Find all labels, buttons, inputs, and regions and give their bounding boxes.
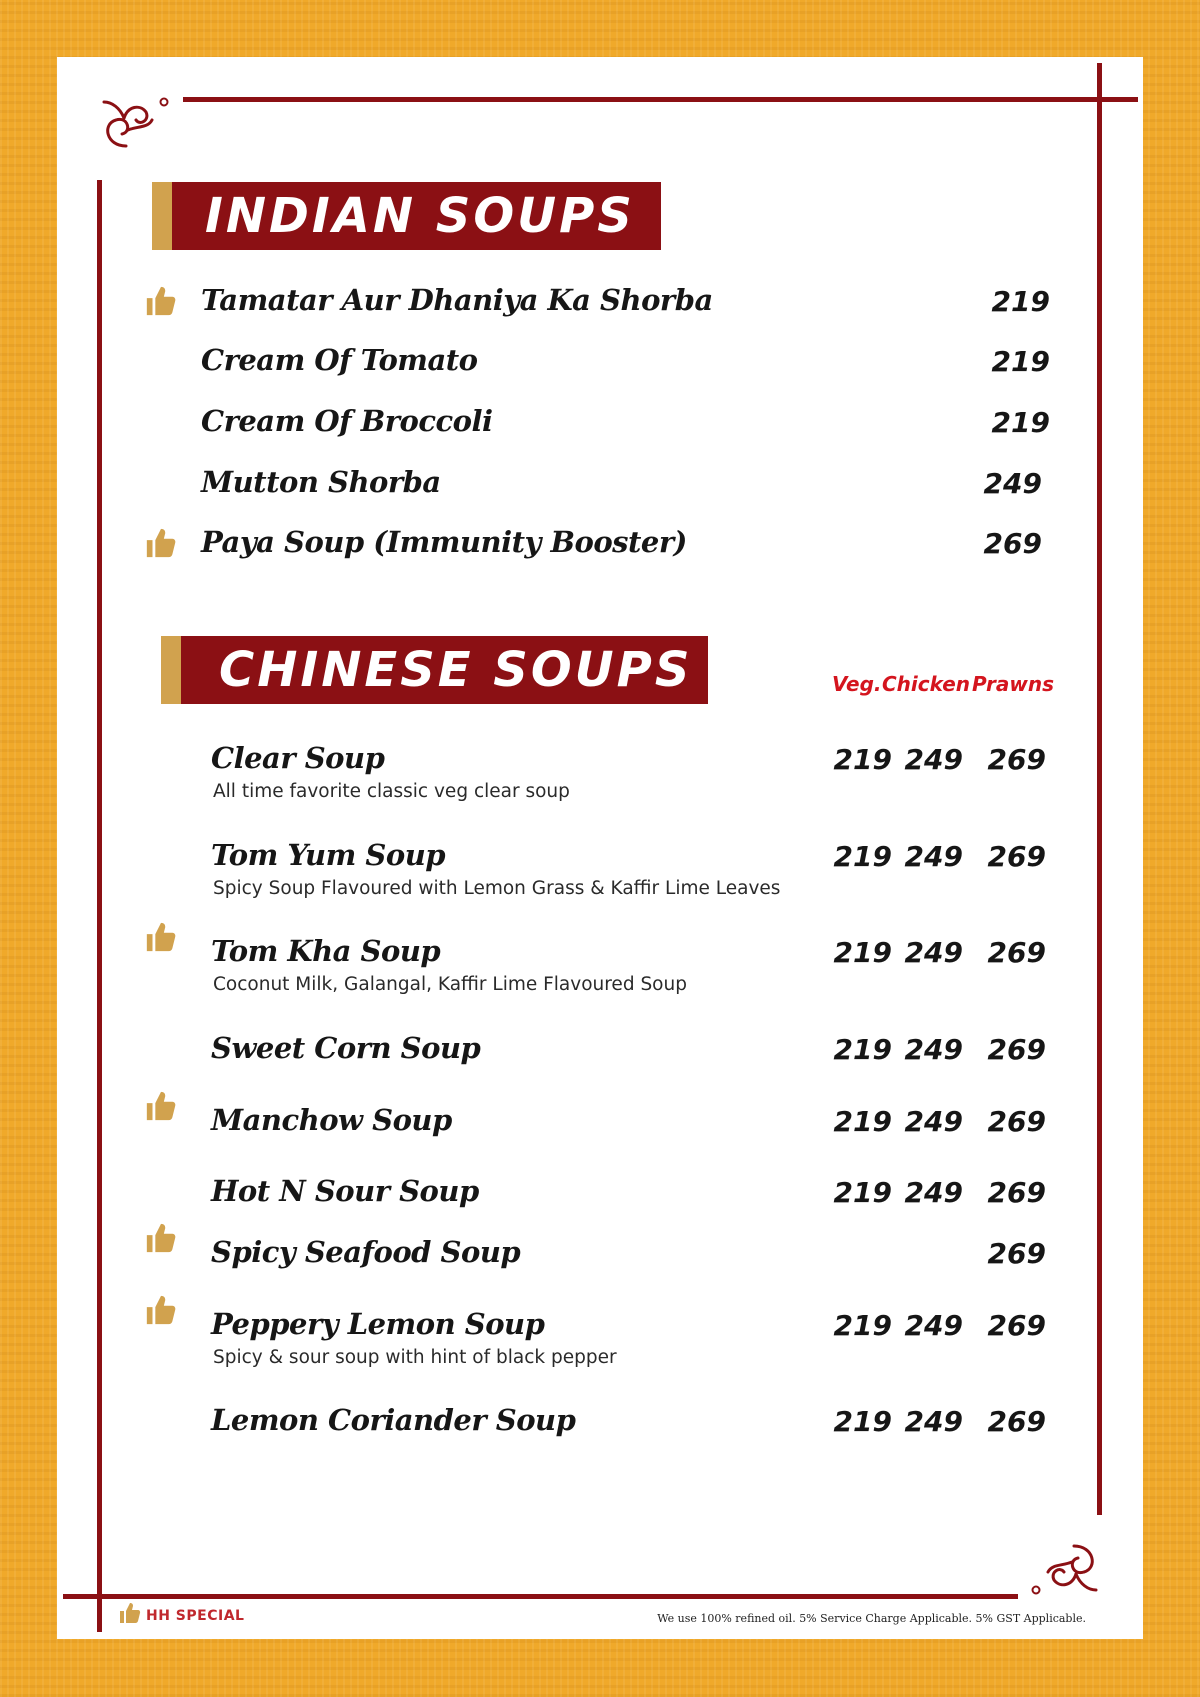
chinese-item-name: Tom Kha Soup [211, 934, 441, 968]
column-chicken: Chicken [882, 672, 971, 696]
price-prawns: 269 [987, 1309, 1046, 1342]
price-veg: 219 [833, 1176, 892, 1209]
indian-soups-title: INDIAN SOUPS [205, 188, 635, 244]
indian-item-name: Paya Soup (Immunity Booster) [201, 525, 687, 559]
special-thumbs-up-icon [144, 1221, 178, 1255]
price-chicken: 249 [904, 936, 963, 969]
price-veg: 219 [833, 1405, 892, 1438]
special-thumbs-up-icon [144, 1089, 178, 1123]
indian-item-name: Cream Of Broccoli [201, 404, 493, 438]
chinese-item-name: Clear Soup [211, 741, 385, 775]
special-thumbs-up-icon [144, 920, 178, 954]
hh-special-legend: HH SPECIAL [146, 1608, 245, 1624]
indian-item-name: Tamatar Aur Dhaniya Ka Shorba [201, 283, 713, 317]
price-chicken: 249 [904, 1176, 963, 1209]
price-veg: 219 [833, 1309, 892, 1342]
chinese-item-desc: Coconut Milk, Galangal, Kaffir Lime Flavoured Soup [213, 974, 687, 995]
chinese-soups-title: CHINESE SOUPS [219, 642, 693, 698]
indian-item-price: 249 [983, 467, 1042, 500]
left-rule [97, 180, 102, 1632]
chinese-item-name: Spicy Seafood Soup [211, 1235, 521, 1269]
indian-item-name: Mutton Shorba [201, 465, 441, 499]
top-left-flourish-icon [98, 96, 170, 152]
indian-item-price: 219 [991, 345, 1050, 378]
chinese-item-name: Manchow Soup [211, 1103, 452, 1137]
column-prawns: Prawns [972, 672, 1055, 696]
price-prawns: 269 [987, 1237, 1046, 1270]
special-thumbs-up-icon [144, 526, 178, 560]
indian-item-price: 269 [983, 527, 1042, 560]
chinese-header-tab [161, 636, 181, 704]
price-veg: 219 [833, 1033, 892, 1066]
price-chicken: 249 [904, 840, 963, 873]
chinese-item-name: Lemon Coriander Soup [211, 1403, 576, 1437]
special-thumbs-up-icon [144, 284, 178, 318]
price-prawns: 269 [987, 936, 1046, 969]
indian-header-tab [152, 182, 172, 250]
indian-item-name: Cream Of Tomato [201, 343, 478, 377]
price-prawns: 269 [987, 1033, 1046, 1066]
price-chicken: 249 [904, 1033, 963, 1066]
chinese-item-name: Sweet Corn Soup [211, 1031, 481, 1065]
price-veg: 219 [833, 1105, 892, 1138]
chinese-item-desc: All time favorite classic veg clear soup [213, 781, 570, 802]
bottom-right-flourish-icon [1030, 1540, 1102, 1596]
price-chicken: 249 [904, 1105, 963, 1138]
price-prawns: 269 [987, 1105, 1046, 1138]
price-chicken: 249 [904, 1405, 963, 1438]
price-veg: 219 [833, 743, 892, 776]
bottom-rule [63, 1594, 1018, 1599]
special-thumbs-up-icon [144, 1293, 178, 1327]
price-veg: 219 [833, 936, 892, 969]
chinese-item-name: Peppery Lemon Soup [211, 1307, 545, 1341]
price-prawns: 269 [987, 1405, 1046, 1438]
price-veg: 219 [833, 840, 892, 873]
price-prawns: 269 [987, 743, 1046, 776]
legend-thumbs-up-icon [118, 1601, 142, 1625]
price-chicken: 249 [904, 1309, 963, 1342]
indian-item-price: 219 [991, 285, 1050, 318]
chinese-item-desc: Spicy Soup Flavoured with Lemon Grass & Kaffir Lime Leaves [213, 878, 781, 899]
indian-item-price: 219 [991, 406, 1050, 439]
chinese-item-desc: Spicy & sour soup with hint of black pepper [213, 1347, 617, 1368]
chinese-item-name: Tom Yum Soup [211, 838, 446, 872]
price-prawns: 269 [987, 1176, 1046, 1209]
column-veg: Veg. [832, 672, 882, 696]
top-rule [183, 97, 1138, 102]
chinese-item-name: Hot N Sour Soup [211, 1174, 479, 1208]
right-rule [1097, 63, 1102, 1515]
price-chicken: 249 [904, 743, 963, 776]
footer-note: We use 100% refined oil. 5% Service Charge Applicable. 5% GST Applicable. [657, 1612, 1086, 1625]
price-prawns: 269 [987, 840, 1046, 873]
